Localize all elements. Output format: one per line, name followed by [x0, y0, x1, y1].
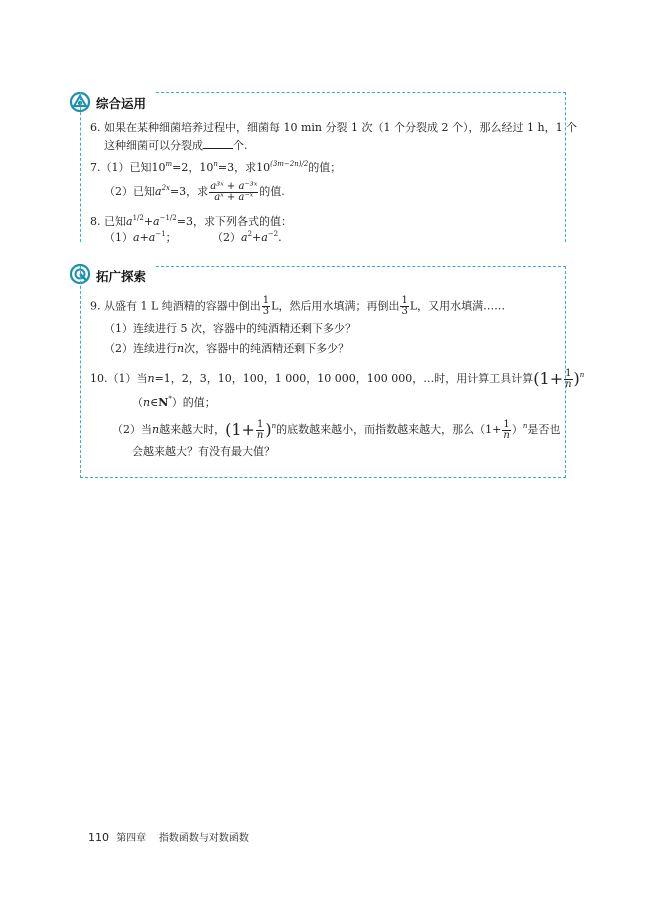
question-9-stem: 9. 从盛有 1 L 纯酒精的容器中倒出 $\frac{1}{3}$ L，然后用水填满；再倒出 $\frac{1}{3}$ L，又用水填满…… [90, 295, 506, 317]
fraction: $\frac{\text{a³ˣ + a⁻³ˣ}}{\text{aˣ + a⁻ˣ}}$ [210, 180, 258, 203]
question-9-part2: （2）连续进行n次，容器中的纯酒精还剩下多少？ [104, 342, 350, 355]
question-6-line1: 6. 如果在某种细菌培养过程中，细菌每 10 min 分裂 1 次（1 个分裂成 2 个），那么经过 1 h，1 个 [90, 121, 578, 134]
fraction: $\frac{1}{n}$ [503, 418, 510, 441]
question-10-part2-cont: 会越来越大？有没有最大值？ [132, 445, 275, 458]
question-8-part1: $(1)a+a^{-1}$； [104, 230, 177, 244]
chapter-label: 第四章 [116, 833, 147, 844]
page-footer [88, 829, 249, 844]
chapter-title: 指数函数与对数函数 [158, 833, 249, 844]
question-6-line2: 这种细菌可以分裂成 个. [104, 139, 248, 152]
question-10-part1-cont: （n∈N*）的值； [132, 395, 216, 409]
question-9-part1: （1）连续进行 5 次，容器中的纯酒精还剩下多少？ [104, 322, 356, 335]
fraction: $\frac{1}{n}$ [565, 367, 572, 390]
fraction: $\frac{1}{3}$ [401, 295, 408, 317]
question-8-part2: $(2)a^2+a^{-2}$. [212, 230, 282, 244]
question-10-part2: （2）当n越来越大时，(1+ $\frac{1}{n}$ )$^n$的底数越来越小，而指数越来越大，那么（1+ $\frac{1}{n}$ ）$^n$是否也 [112, 418, 561, 441]
page-number: 110 [88, 831, 109, 844]
answer-blank[interactable] [203, 138, 233, 149]
fraction: $\frac{1}{n}$ [256, 418, 264, 441]
question-10-part1: 10.（1）当n=1，2，3，10，100，1 000，10 000，100 000，…时，用计算工具计算(1+ $\frac{1}{n}$ )$^n$ [90, 367, 585, 390]
section-title-exploration: 拓广探索 [96, 269, 147, 284]
question-8-stem: 8. 已知$a^{1/2}+a^{-1/2}=3$，求下列各式的值： [90, 214, 292, 228]
question-7-part1: 7.（1）已知$10^m=2$，$10^n=3$，求$10^{(3m-2n)/2}$的值； [90, 160, 342, 174]
fraction: $\frac{1}{3}$ [262, 295, 270, 317]
question-7-part2: （2）已知$a^{2x}=3$，求 $\frac{\text{a³ˣ + a⁻³ˣ}}{\text{aˣ + a⁻ˣ}}$ 的值. [104, 180, 285, 203]
section-title-comprehensive: 综合运用 [96, 96, 147, 111]
